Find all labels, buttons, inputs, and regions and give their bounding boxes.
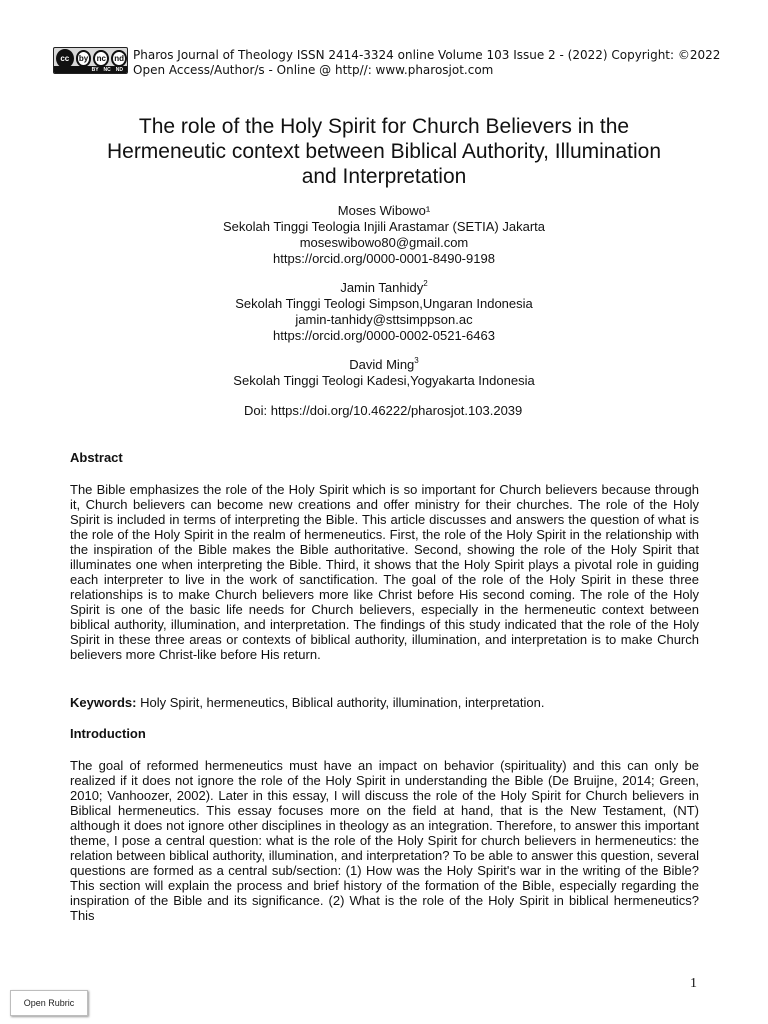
introduction-text: The goal of reformed hermeneutics must have an impact on behavior (spirituality) and this can only be realized if it does not ignore the role of the Holy Spirit in understanding the Bible (De Bruijne, 2014; Green, 2010; Vanhoozer, 2002). Later in this essay, I will discuss the role of the Holy Spirit for Church believers in Biblical hermeneutics. This essay focuses more on the field at hand, that is the New Testament, (NT) although it does not ignore other disciplines in theology as an integration. Therefore, to answer this important theme, I pose a central question: what is the role of the Holy Spirit for church believers in hermeneutics: the relation between biblical authority, illumination, and interpretation? To be able to answer this question, several questions are formed as a central sub/section: (1) How was the Holy Spirit's war in the writing of the Bible? This section will explain the process and brief history of the formation of the Bible, especially regarding the inspiration of the Bible and its significance. (2) What is the role of the Holy Spirit in biblical hermeneutics? This [70, 758, 699, 923]
author-superscript: 2 [423, 279, 428, 288]
noderivatives-icon: nd [111, 50, 127, 67]
author-superscript: 3 [414, 356, 419, 365]
doi-line: Doi: https://doi.org/10.46222/pharosjot.103.2039 [244, 403, 523, 418]
author-name-text: Moses Wibowo¹ [337, 203, 431, 218]
author-name-text: David Ming [349, 357, 415, 372]
author-name-text: Jamin Tanhidy [340, 280, 424, 295]
title-line-2: Hermeneutic context between Biblical Authority, Illumination [106, 140, 662, 163]
open-rubric-button[interactable]: Open Rubric [10, 990, 88, 1016]
journal-info-line1: Pharos Journal of Theology ISSN 2414-3324 online Volume 103 Issue 2 - (2022) Copyright: ©2022 [133, 48, 721, 62]
author-affiliation: Sekolah Tinggi Teologi Kadesi,Yogyakarta Indonesia [233, 373, 535, 388]
attribution-icon: by [76, 50, 92, 67]
title-line-3: and Interpretation [301, 165, 467, 188]
author-name [0, 203, 768, 219]
author-orcid: https://orcid.org/0000-0001-8490-9198 [273, 251, 495, 266]
journal-info-line2: Open Access/Author/s - Online @ http//: www.pharosjot.com [133, 63, 494, 77]
abstract-text: The Bible emphasizes the role of the Holy Spirit which is so important for Church believers because through it, Church believers can become new creations and offer ministry for their churches. The role of the Holy Spirit is included in terms of interpreting the Bible. This article discusses and answers the question of what is the role of the Holy Spirit in the realm of hermeneutics. First, the role of the Holy Spirit in the relationship with the inspiration of the Bible makes the Bible authoritative. Second, showing the role of the Holy Spirit that illuminates one when interpreting the Bible. Third, it shows that the Holy Spirit plays a pivotal role in guiding each interpreter to live in the work of sanctification. The goal of the role of the Holy Spirit in these three relationships is to make Church believers more like Christ before His second coming. The role of the Holy Spirit is one of the basic life needs for Church believers, especially in the hermeneutic context between biblical authority, illumination, and interpretation. The findings of this study indicated that the role of the Holy Spirit in these three areas or contexts of biblical authority, illumination, and interpretation is to make Church believers more Christ-like before His return. [70, 482, 699, 662]
cc-license-footer [54, 66, 127, 73]
cc-icon: cc [56, 49, 74, 68]
paper-title [40, 114, 728, 189]
noncommercial-icon: nc [93, 50, 109, 67]
author-email: jamin-tanhidy@sttsimppson.ac [295, 312, 473, 327]
author-2 [0, 280, 768, 344]
author-affiliation: Sekolah Tinggi Teologi Simpson,Ungaran Indonesia [235, 296, 533, 311]
introduction-heading: Introduction [70, 726, 146, 741]
author-orcid: https://orcid.org/0000-0002-0521-6463 [273, 328, 495, 343]
author-3 [0, 357, 768, 389]
author-email: moseswibowo80@gmail.com [299, 235, 469, 250]
cc-license-icons [54, 48, 127, 68]
cc-by-label: BY [91, 66, 99, 73]
keywords [70, 695, 544, 710]
keywords-text: Holy Spirit, hermeneutics, Biblical authority, illumination, interpretation. [136, 695, 545, 710]
cc-license-badge [53, 47, 128, 74]
cc-nc-label: NC [103, 66, 111, 73]
author-name [0, 280, 768, 296]
title-line-1: The role of the Holy Spirit for Church Believers in the [138, 115, 630, 138]
author-name [0, 357, 768, 373]
author-affiliation: Sekolah Tinggi Teologia Injili Arastamar (SETIA) Jakarta [222, 219, 546, 234]
page-number: 1 [690, 976, 697, 991]
abstract-heading: Abstract [70, 450, 123, 465]
keywords-label: Keywords: [70, 695, 137, 710]
author-1 [0, 203, 768, 267]
cc-nd-label: ND [115, 66, 123, 73]
